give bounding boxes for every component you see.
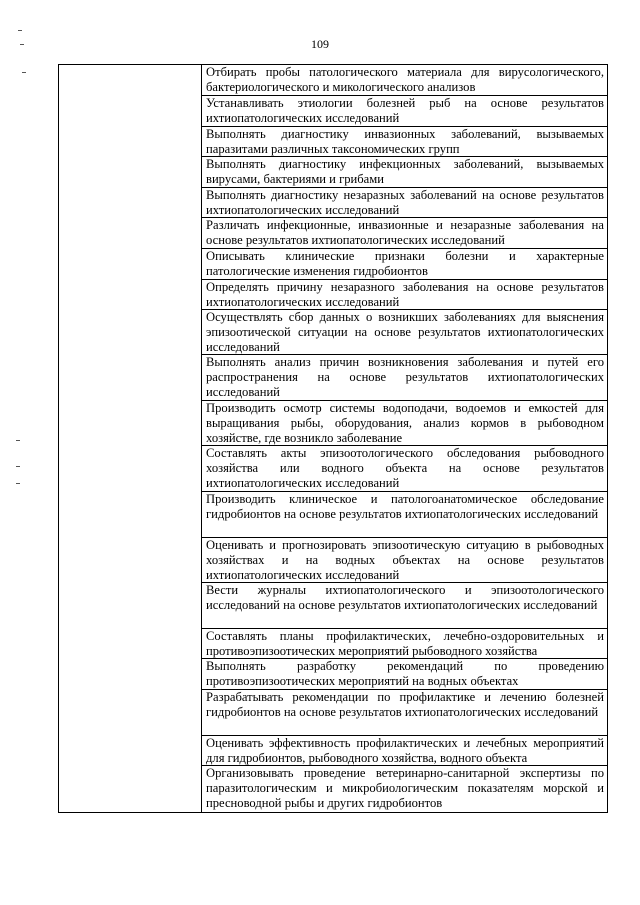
list-item: Выполнять разработку рекомендаций по проведению противоэпизоотических мероприятий на водных объектах — [202, 659, 607, 690]
scan-mark — [18, 30, 22, 31]
list-item: Отбирать пробы патологического материала для вирусологического, бактериологического и микологического анализов — [202, 65, 607, 96]
list-item: Вести журналы ихтиопатологического и эпизоотологического исследований на основе результатов ихтиопатологических исследований — [202, 583, 607, 629]
list-item: Составлять планы профилактических, лечебно-оздоровительных и противоэпизоотических мероприятий рыбоводного хозяйства — [202, 629, 607, 659]
list-item: Организовывать проведение ветеринарно-санитарной экспертизы по паразитологическим и микробиологическим показателям морской и пресноводной рыбы и других гидробионтов — [206, 766, 604, 810]
scan-mark — [16, 466, 20, 467]
competency-table — [58, 64, 608, 813]
table-row — [59, 65, 608, 813]
scan-mark — [16, 483, 20, 484]
list-item: Разрабатывать рекомендации по профилактике и лечению болезней гидробионтов на основе результатов ихтиопатологических исследований — [202, 690, 607, 736]
list-item: Выполнять диагностику незаразных заболеваний на основе результатов ихтиопатологических исследований — [202, 188, 607, 218]
scan-mark — [22, 72, 26, 73]
list-item: Устанавливать этиологии болезней рыб на основе результатов ихтиопатологических исследований — [202, 96, 607, 127]
list-item: Оценивать и прогнозировать эпизоотическую ситуацию в рыбоводных хозяйствах и на водных объектах на основе результатов ихтиопатологических исследований — [202, 538, 607, 583]
list-item: Определять причину незаразного заболевания на основе результатов ихтиопатологических исследований — [202, 280, 607, 310]
list-item: Осуществлять сбор данных о возникших заболеваниях для выяснения эпизоотической ситуации на основе результатов ихтиопатологических исследований — [202, 310, 607, 355]
list-item: Описывать клинические признаки болезни и характерные патологические изменения гидробионтов — [202, 249, 607, 280]
list-item: Различать инфекционные, инвазионные и незаразные заболевания на основе результатов ихтиопатологических исследований — [202, 218, 607, 249]
list-item: Производить осмотр системы водоподачи, водоемов и емкостей для выращивания рыбы, оборудования, анализ кормов в рыбоводном хозяйстве, где возникло заболевание — [202, 401, 607, 446]
actions-column-cell — [202, 65, 608, 813]
list-item: Выполнять анализ причин возникновения заболевания и путей его распространения на основе результатов ихтиопатологических исследований — [202, 355, 607, 401]
list-item: Выполнять диагностику инфекционных заболеваний, вызываемых вирусами, бактериями и грибами — [202, 157, 607, 188]
list-item: Выполнять диагностику инвазионных заболеваний, вызываемых паразитами различных таксономических групп — [202, 127, 607, 157]
page-number: 109 — [311, 37, 329, 51]
list-item: Составлять акты эпизоотологического обследования рыбоводного хозяйства или водного объекта на основе результатов ихтиопатологических исследований — [202, 446, 607, 492]
left-column-cell — [59, 65, 202, 813]
scan-mark — [16, 440, 20, 441]
list-item: Оценивать эффективность профилактических и лечебных мероприятий для гидробионтов, рыбоводного хозяйства, водного объекта — [202, 736, 607, 766]
list-item: Производить клиническое и патологоанатомическое обследование гидробионтов на основе результатов ихтиопатологических исследований — [202, 492, 607, 538]
